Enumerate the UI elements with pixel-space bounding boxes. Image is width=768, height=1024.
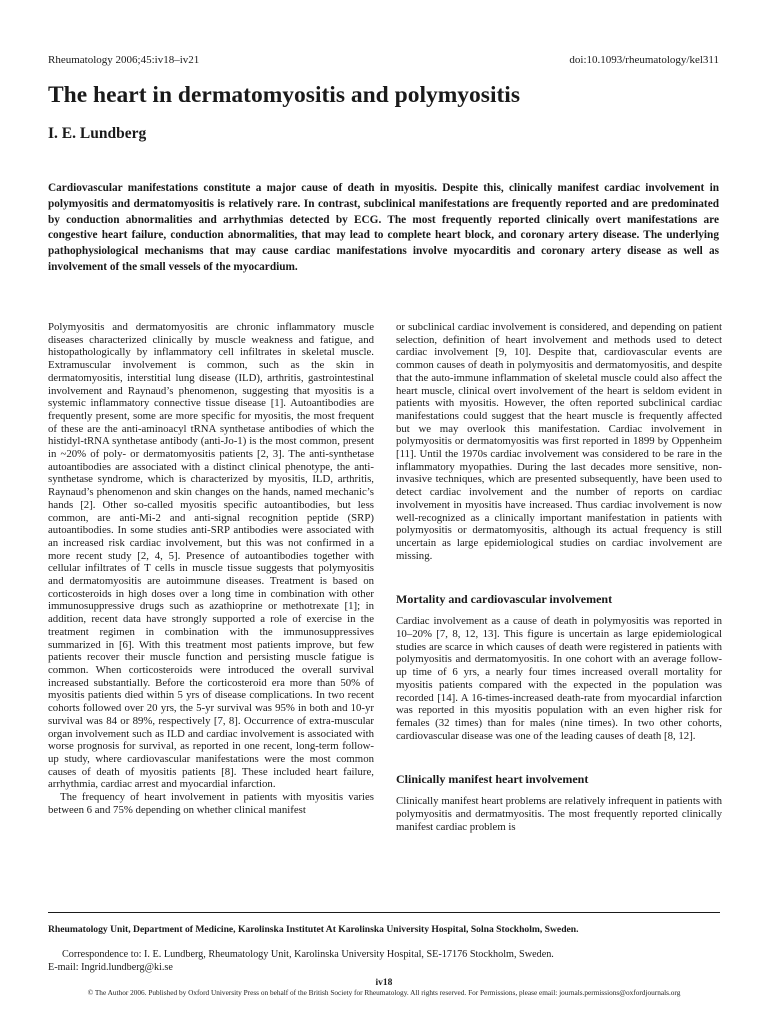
right-column xyxy=(396,321,722,834)
page-number: iv18 xyxy=(375,978,393,988)
footer-divider xyxy=(48,912,720,913)
correspondence-email[interactable]: E-mail: Ingrid.lundberg@ki.se xyxy=(48,961,173,973)
article-title: The heart in dermatomyositis and polymyositis xyxy=(48,82,520,108)
affiliation: Rheumatology Unit, Department of Medicine, Karolinska Institutet At Karolinska University Hospital, Solna Stockholm, Sweden. xyxy=(48,924,579,935)
section-heading-clinical: Clinically manifest heart involvement xyxy=(396,772,589,787)
journal-citation: Rheumatology 2006;45:iv18–iv21 xyxy=(48,54,200,66)
paragraph: Polymyositis and dermatomyositis are chronic inflammatory muscle diseases characterized clinically by muscle weakness and fatigue, and histopathologically by inflammatory cell infiltrates in skeletal muscle. Extramuscular involvement is common, such as the skin in dermatomyositis, interstitial lung disease (ILD), arthritis, gastrointestinal involvement and Raynaud’s phenomenon, suggesting that myositis is a systemic inflammatory connective tissue disease [1]. Autoantibodies are frequently present, some are more specific for myositis, the most frequent of these are the anti-aminoacyl tRNA synthetase antibodies of which the histidyl-tRNA synthetase antibody (anti-Jo-1) is the most common, present in ~20% of poly- or dermatomyositis patients [2, 3]. The anti-synthetase autoantibodies are associated with a distinct clinical phenotype, the anti-synthetase syndrome, which is characterized by myositis, ILD, arthritis, Raynaud’s phenomenon and skin changes on the hands, named mechanic’s hands [2]. Other so-called myositis specific autoantibodies, but less common, are anti-Mi-2 and anti-signal recognition peptide (SRP) autoantibodies. In some studies anti-SRP antibodies were associated with an increased risk cardiac involvement, but this was not confirmed in a more recent study [2, 4, 5]. Presence of autoantibodies together with cellular infiltrates of T cells in muscle tissue suggests that polymyositis and dermatomyositis are autoimmune diseases. Treatment is based on corticosteroids in high doses over a long time in combination with other immunosuppressive drugs such as azathioprine or methotrexate [1]; in addition, recent data have strongly supported a role of exercise in the treatment regimen in combination with the immunosuppressives summarized in [6]. With this treatment most patients improve, but few patients recover their muscle function and persisting muscle fatigue is common. When corticosteroids were introduced the overall survival increased substantially. Before the corticosteroid era more than 50% of myositis patients died within 5 yrs of disease complications. In two recent cohorts followed over 20 yrs, the 5-yr survival was 95% in both and 10-yr survival was 84 or 89%, respectively [7, 8]. Occurrence of extra-muscular organ involvement such as ILD and cardiac involvement is associated with worse prognosis for survival, as reported in one recent, long-term follow-up study, where cardiovascular manifestations were the most common causes of death of myositis patients [8]. These included heart failure, arrhythmia, cardiac arrest and myocardial infarction. xyxy=(48,321,374,791)
correspondence-address: Correspondence to: I. E. Lundberg, Rheumatology Unit, Karolinska University Hospital, SE-17176 Stockholm, Sweden. xyxy=(62,949,554,960)
left-column xyxy=(48,321,374,816)
doi[interactable]: doi:10.1093/rheumatology/kel311 xyxy=(569,54,719,66)
article-author: I. E. Lundberg xyxy=(48,125,147,142)
paragraph: Cardiac involvement as a cause of death in polymyositis was reported in 10–20% [7, 8, 12, 13]. This figure is uncertain as large epidemiological studies are scarce in which causes of death were registered in patients with polymyositis and dermatomyositis. In one cohort with an average follow-up time of 6 yrs, a nearly four times increased overall mortality for myositis patients compared with the expected in the population was recorded [14]. A 16-times-increased death-rate from myocardial infarction was reported in this myositis population with an even higher risk for females (32 times) than for males (nine times). In two other cohorts, cardiovascular disease was one of the leading causes of death [8, 12]. xyxy=(396,615,722,742)
paragraph: The frequency of heart involvement in patients with myositis varies between 6 and 75% depending on whether clinical manifest xyxy=(48,791,374,816)
running-head xyxy=(48,53,719,67)
abstract: Cardiovascular manifestations constitute a major cause of death in myositis. Despite this, clinically manifest cardiac involvement in polymyositis and dermatomyositis is relatively rare. In contrast, subclinical manifestations are frequently reported and are predominated by conduction abnormalities and arrhythmias detected by ECG. The most frequently reported clinically overt manifestations are congestive heart failure, conduction abnormalities, that may lead to complete heart block, and coronary artery disease. The underlying pathophysiological mechanisms that may cause cardiac manifestations involve myocarditis and coronary artery disease as well as involvement of the small vessels of the myocardium. xyxy=(48,182,719,273)
paragraph: Clinically manifest heart problems are relatively infrequent in patients with polymyositis and dermatmyositis. The most frequently reported clinically manifest cardiac problem is xyxy=(396,795,722,833)
correspondence xyxy=(48,949,720,974)
section-heading-mortality: Mortality and cardiovascular involvement xyxy=(396,592,613,607)
paragraph: or subclinical cardiac involvement is considered, and depending on patient selection, definition of heart involvement and methods used to detect cardiac involvement [9, 10]. Despite that, cardiovascular events are common causes of death in polymyositis and dermatomyositis, and despite that the auto-immune inflammation of skeletal muscle could also affect the heart muscle, clinical overt involvement of the heart is seldom evident in patients with myositis. However, the often reported subclinical cardiac manifestations could suggest that the heart muscle is frequently affected but we may overlook this manifestation. Cardiac involvement in polymyositis or dermatomyositis was first reported in 1899 by Oppenheim [11]. Until the 1970s cardiac involvement was considered to be rare in the inflammatory myopathies. During the last decades more sensitive, non-invasive techniques, which are presented subsequently, have been used to detect cardiac involvement and the number of reports on cardiac involvement in myositis have increased. Thus cardiac involvement is now well-recognized as a clinically important manifestation in patients with polymyositis or dermatomyositis, although its actual frequency is still uncertain as large epidemiological studies on cardiac involvement are missing. xyxy=(396,321,722,562)
copyright-notice: © The Author 2006. Published by Oxford University Press on behalf of the British Society for Rheumatology. All rights reserved. For Permissions, please email: journals.permissions@oxfordjournals.org xyxy=(87,988,681,997)
